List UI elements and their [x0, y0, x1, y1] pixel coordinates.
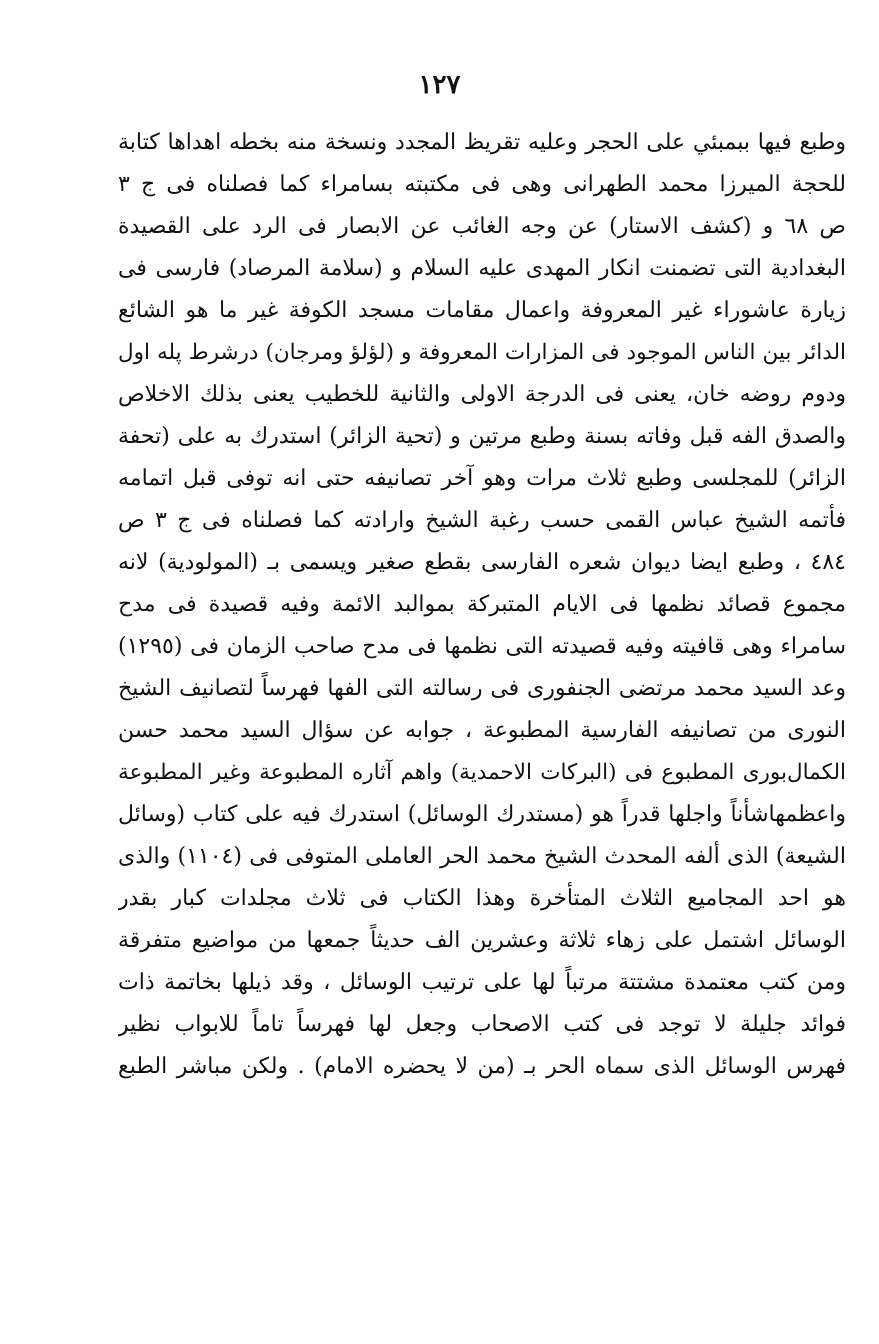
- text-line: البغدادية التى تضمنت انكار المهدى عليه السلام و (سلامة المرصاد) فارسى فى: [118, 256, 846, 281]
- text-line: سامراء وهى قافيته وفيه قصيدته التى نظمها فى مدح صاحب الزمان فى (١٢٩٥): [118, 634, 846, 659]
- body-text: [118, 122, 846, 1088]
- text-line: وعد السيد محمد مرتضى الجنفورى فى رسالته التى الفها فهرساً لتصانيف الشيخ: [118, 676, 846, 701]
- text-line: فهرس الوسائل الذى سماه الحر بـ (من لا يحضره الامام) . ولكن مباشر الطبع: [118, 1054, 846, 1079]
- text-line: النورى من تصانيفه الفارسية المطبوعة ، جوابه عن سؤال السيد محمد حسن: [118, 718, 846, 743]
- page-number: ١٢٧: [418, 70, 461, 100]
- text-line: الدائر بين الناس الموجود فى المزارات المعروفة و (لؤلؤ ومرجان) درشرط پله اول: [118, 340, 846, 365]
- text-line: فوائد جليلة لا توجد فى كتب الاصحاب وجعل لها فهرساً تاماً للابواب نظير: [118, 1012, 846, 1037]
- text-line: وطبع فيها ببمبئي على الحجر وعليه تقريظ المجدد ونسخة منه بخطه اهداها كتابة: [118, 130, 846, 155]
- text-line: الوسائل اشتمل على زهاء ثلاثة وعشرين الف حديثاً جمعها من مواضيع متفرقة: [118, 928, 846, 953]
- text-line: الكمال‌بورى المطبوع فى (البركات الاحمدية) واهم آثاره المطبوعة وغير المطبوعة: [118, 760, 846, 785]
- text-line: ص ٦٨ و (كشف الاستار) عن وجه الغائب عن الابصار فى الرد على القصيدة: [118, 214, 846, 239]
- text-line: للحجة الميرزا محمد الطهرانى وهى فى مكتبته بسامراء كما فصلناه فى ج ٣: [118, 172, 846, 197]
- text-line: ومن كتب معتمدة مشتتة مرتباً لها على ترتيب الوسائل ، وقد ذيلها بخاتمة ذات: [118, 970, 846, 995]
- text-line: ودوم روضه خان، يعنى فى الدرجة الاولى والثانية للخطيب يعنى بذلك الاخلاص: [118, 382, 846, 407]
- text-line: ٤٨٤ ، وطبع ايضا ديوان شعره الفارسى بقطع صغير ويسمى بـ (المولودية) لانه: [118, 550, 846, 575]
- text-line: واعظمهاشأناً واجلها قدراً هو (مستدرك الوسائل) استدرك فيه على كتاب (وسائل: [118, 802, 846, 827]
- text-line: الزائر) للمجلسى وطبع ثلاث مرات وهو آخر تصانيفه حتى انه توفى قبل اتمامه: [118, 466, 846, 491]
- text-line: والصدق الفه قبل وفاته بسنة وطبع مرتين و (تحية الزائر) استدرك به على (تحفة: [118, 424, 846, 449]
- text-line: مجموع قصائد نظمها فى الايام المتبركة بموالبد الائمة وفيه قصيدة فى مدح: [118, 592, 846, 617]
- text-line: هو احد المجاميع الثلاث المتأخرة وهذا الكتاب فى ثلاث مجلدات كبار بقدر: [118, 886, 846, 911]
- text-line: فأتمه الشيخ عباس القمى حسب رغبة الشيخ وارادته كما فصلناه فى ج ٣ ص: [118, 508, 846, 533]
- text-line: زيارة عاشوراء غير المعروفة واعمال مقامات مسجد الكوفة غير ما هو الشائع: [118, 298, 846, 323]
- text-line: الشيعة) الذى ألفه المحدث الشيخ محمد الحر العاملى المتوفى فى (١١٠٤) والذى: [118, 844, 846, 869]
